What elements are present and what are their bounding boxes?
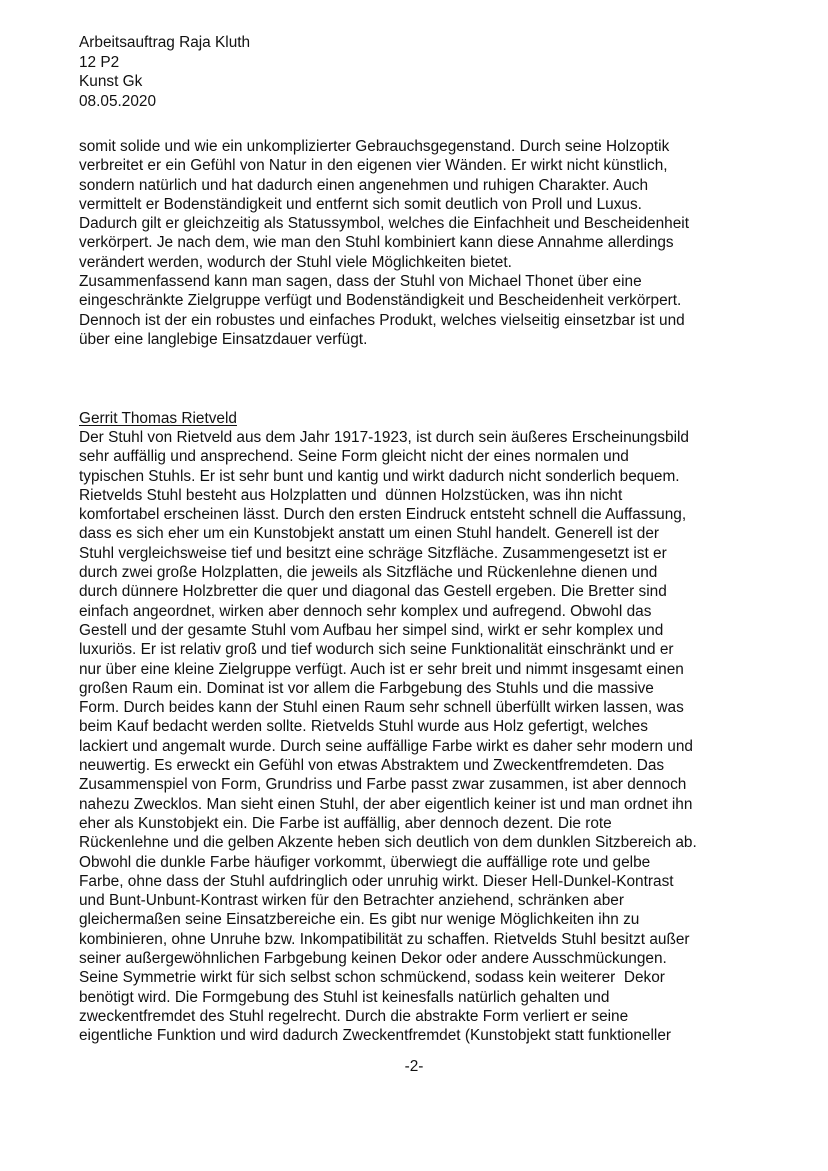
text-line: durch zwei große Holzplatten, die jeweils als Sitzfläche und Rückenlehne dienen und [79,564,658,582]
text-line: nahezu Zwecklos. Man sieht einen Stuhl, der aber eigentlich keiner ist und man ordnet ihn [79,795,693,813]
text-line: beim Kauf bedacht werden sollte. Rietvelds Stuhl wurde aus Holz gefertigt, welches [79,718,648,736]
document-header [79,33,250,111]
text-line: nur über eine kleine Zielgruppe verfügt. Auch ist er sehr breit und nimmt insgesamt einen [79,660,684,678]
text-line: einfach angeordnet, wirken aber dennoch sehr komplex und aufregend. Obwohl das [79,602,652,620]
text-line: Farbe, ohne dass der Stuhl aufdringlich oder unruhig wirkt. Dieser Hell-Dunkel-Kontrast [79,872,674,890]
paragraph-thonet-conclusion [79,137,689,349]
section-heading-rietveld: Gerrit Thomas Rietveld [79,410,237,427]
header-line-date: 08.05.2020 [79,92,157,110]
text-line: Gestell und der gesamte Stuhl vom Aufbau her simpel sind, wirkt er sehr komplex und [79,621,664,639]
text-line: eher als Kunstobjekt ein. Die Farbe ist auffällig, aber dennoch dezent. Die rote [79,814,612,832]
text-line: komfortabel erscheinen lässt. Durch den ersten Eindruck entsteht schnell die Auffassung, [79,506,687,524]
text-line: gleichermaßen seine Einsatzbereiche ein. Es gibt nur wenige Möglichkeiten ihn zu [79,911,640,929]
text-line: Obwohl die dunkle Farbe häufiger vorkommt, überwiegt die auffällige rote und gelbe [79,853,651,871]
text-line: typischen Stuhls. Er ist sehr bunt und kantig und wirkt dadurch nicht sonderlich bequem. [79,467,680,485]
text-line: eigentliche Funktion und wird dadurch Zweckentfremdet (Kunstobjekt statt funktioneller [79,1027,671,1045]
page-number: -2- [404,1058,424,1075]
text-line: kombinieren, ohne Unruhe bzw. Inkompatibilität zu schaffen. Rietvelds Stuhl besitzt außer [79,930,690,948]
text-line: lackiert und angemalt wurde. Durch seine auffällige Farbe wirkt es daher sehr modern und [79,737,693,755]
text-line: großen Raum ein. Dominat ist vor allem die Farbgebung des Stuhls und die massive [79,679,654,697]
text-line: sondern natürlich und hat dadurch einen angenehmen und ruhigen Charakter. Auch [79,176,649,194]
header-line-course: Kunst Gk [79,73,143,90]
text-line: neuwertig. Es erweckt ein Gefühl von etwas Abstraktem und Zweckentfremdeten. Das [79,757,665,775]
paragraph-rietveld [79,428,697,1046]
text-line: verbreitet er ein Gefühl von Natur in den eigenen vier Wänden. Er wirkt nicht künstlich, [79,157,668,175]
text-line: benötigt wird. Die Formgebung des Stuhl ist keinesfalls natürlich gehalten und [79,988,610,1006]
text-line: Seine Symmetrie wirkt für sich selbst schon schmückend, sodass kein weiterer Dekor [79,969,665,987]
text-line: Der Stuhl von Rietveld aus dem Jahr 1917-1923, ist durch sein äußeres Erscheinungsbild [79,429,689,446]
text-line: Stuhl vergleichsweise tief und besitzt eine schräge Sitzfläche. Zusammengesetzt ist er [79,544,667,562]
text-line: zweckentfremdet des Stuhl regelrecht. Durch die abstrakte Form verliert er seine [79,1007,629,1025]
text-line: eingeschränkte Zielgruppe verfügt und Bodenständigkeit und Bescheidenheit verkörpert. [79,292,682,310]
header-line-title: Arbeitsauftrag Raja Kluth [79,34,251,51]
text-line: vermittelt er Bodenständigkeit und entfernt sich somit deutlich von Proll und Luxus. [79,195,642,213]
text-line: über eine langlebige Einsatzdauer verfügt. [79,330,368,348]
text-line: luxuriös. Er ist relativ groß und tief wodurch sich seine Funktionalität einschränkt und er [79,641,674,659]
text-line: Zusammenspiel von Form, Grundriss und Farbe passt zwar zusammen, ist aber dennoch [79,776,687,794]
text-line: Rückenlehne und die gelben Akzente heben sich deutlich von dem dunklen Sitzbereich ab. [79,834,697,852]
text-line: dass es sich eher um ein Kunstobjekt anstatt um einen Stuhl handelt. Generell ist der [79,525,660,543]
text-line: Dennoch ist der ein robustes und einfaches Produkt, welches vielseitig einsetzbar ist und [79,311,685,329]
text-line: Rietvelds Stuhl besteht aus Holzplatten und dünnen Holzstücken, was ihn nicht [79,486,623,504]
text-line: Dadurch gilt er gleichzeitig als Statussymbol, welches die Einfachheit und Bescheidenheit [79,215,689,233]
text-line: Zusammenfassend kann man sagen, dass der Stuhl von Michael Thonet über eine [79,273,642,291]
text-line: und Bunt-Unbunt-Kontrast wirken für den Betrachter anziehend, schränken aber [79,892,624,910]
text-line: somit solide und wie ein unkomplizierter Gebrauchsgegenstand. Durch seine Holzoptik [79,138,670,155]
text-line: sehr auffällig und ansprechend. Seine Form gleicht nicht der eines normalen und [79,448,629,466]
header-line-class: 12 P2 [79,53,120,71]
text-line: verkörpert. Je nach dem, wie man den Stuhl kombiniert kann diese Annahme allerdings [79,234,674,252]
text-line: durch dünnere Holzbretter die quer und diagonal das Gestell ergeben. Die Bretter sind [79,583,667,601]
text-line: Form. Durch beides kann der Stuhl einen Raum sehr schnell überfüllt wirken lassen, was [79,699,684,717]
text-line: seiner außergewöhnlichen Farbgebung keinen Dekor oder andere Ausschmückungen. [79,950,667,968]
text-line: verändert werden, wodurch der Stuhl viele Möglichkeiten bietet. [79,253,512,271]
